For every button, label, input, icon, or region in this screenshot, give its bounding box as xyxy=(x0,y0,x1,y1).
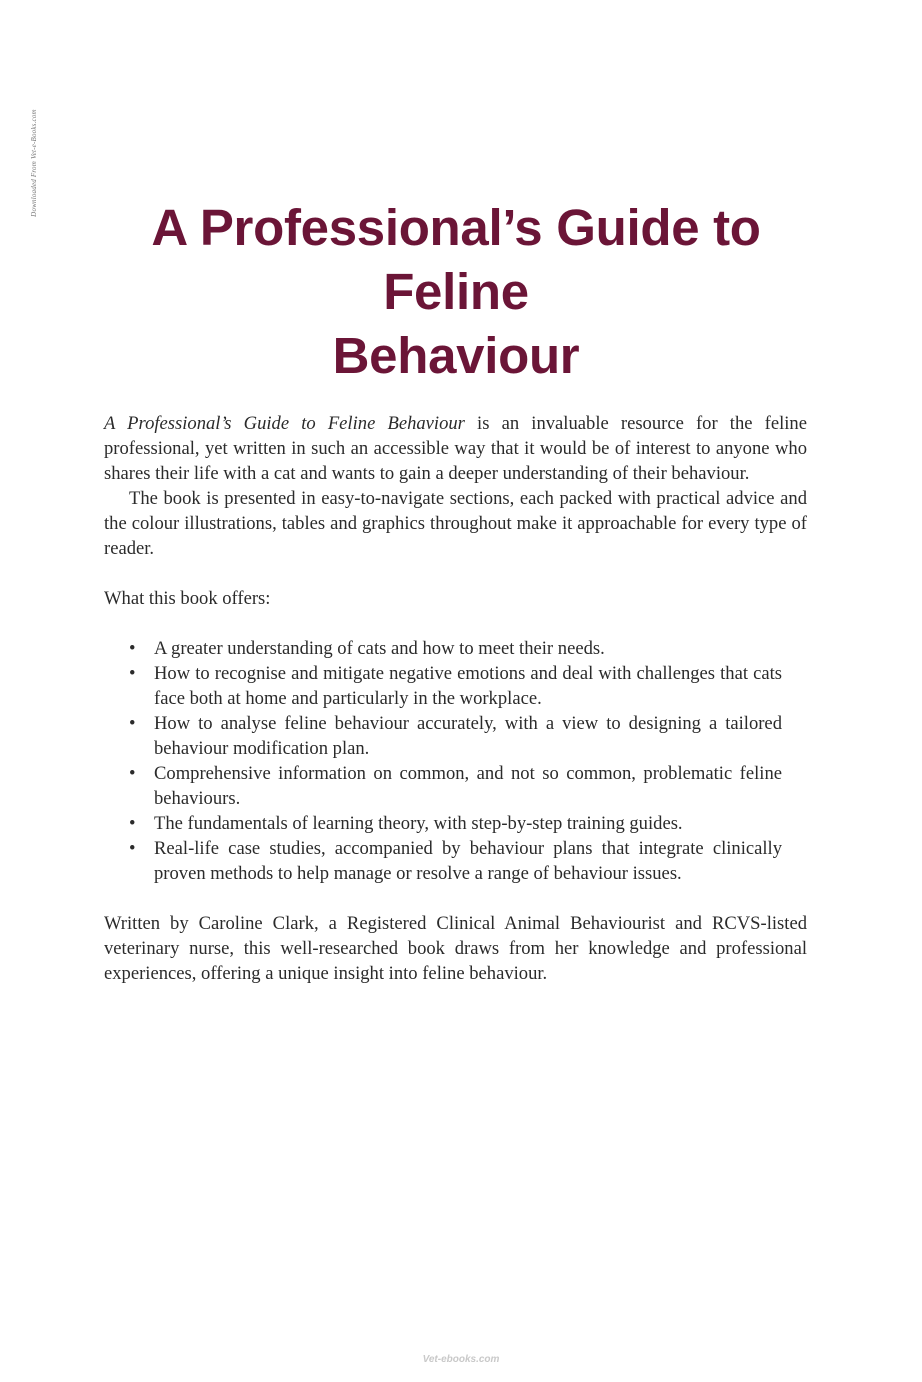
blurb-content xyxy=(104,411,807,986)
intro-paragraph xyxy=(104,411,807,486)
offer-item-text: The fundamentals of learning theory, with step-by-step training guides. xyxy=(154,813,683,834)
offer-item-6 xyxy=(129,836,782,886)
offer-item-text: How to recognise and mitigate negative emotions and deal with challenges that cats face both at home and particularly in the workplace. xyxy=(154,663,782,709)
bullet-icon: • xyxy=(129,763,136,784)
offer-item-2 xyxy=(129,661,782,711)
offer-item-text: Real-life case studies, accompanied by behaviour plans that integrate clinically proven methods to help manage or resolve a range of behaviour issues. xyxy=(154,838,782,884)
offer-item-text: Comprehensive information on common, and not so common, problematic feline behaviours. xyxy=(154,763,782,809)
title-line-2: Behaviour xyxy=(332,327,580,384)
bullet-icon: • xyxy=(129,713,136,734)
bullet-icon: • xyxy=(129,638,136,659)
presentation-paragraph: The book is presented in easy-to-navigate sections, each packed with practical advice and the colour illustrations, tables and graphics throughout make it approachable for every type of reader. xyxy=(104,488,807,559)
side-watermark xyxy=(24,88,44,238)
offer-item-5 xyxy=(129,811,782,836)
author-paragraph: Written by Caroline Clark, a Registered Clinical Animal Behaviourist and RCVS-listed veterinary nurse, this well-researched book draws from her knowledge and professional experiences, offering a unique insight into feline behaviour. xyxy=(104,913,807,984)
book-title xyxy=(100,196,812,388)
bullet-icon: • xyxy=(129,663,136,684)
side-watermark-text: Downloaded From Vet-e-Books.com xyxy=(30,109,38,217)
offer-item-3 xyxy=(129,711,782,761)
offers-list xyxy=(104,636,807,886)
title-line-1: A Professional’s Guide to Feline xyxy=(151,199,761,320)
offer-item-text: A greater understanding of cats and how to meet their needs. xyxy=(154,638,605,659)
offers-heading: What this book offers: xyxy=(104,588,271,609)
bullet-icon: • xyxy=(129,838,136,859)
intro-book-title: A Professional’s Guide to Feline Behaviour xyxy=(104,413,465,434)
intro-text: is an invaluable resource for the feline professional, yet written in such an accessible way that it would be of interest to anyone who shares their life with a cat and wants to gain a deeper understanding of their behaviour. xyxy=(104,413,807,484)
footer-watermark: Vet-ebooks.com xyxy=(422,1354,500,1365)
bullet-icon: • xyxy=(129,813,136,834)
offer-item-4 xyxy=(129,761,782,811)
offer-item-1 xyxy=(129,636,782,661)
offer-item-text: How to analyse feline behaviour accurately, with a view to designing a tailored behaviour modification plan. xyxy=(154,713,782,759)
